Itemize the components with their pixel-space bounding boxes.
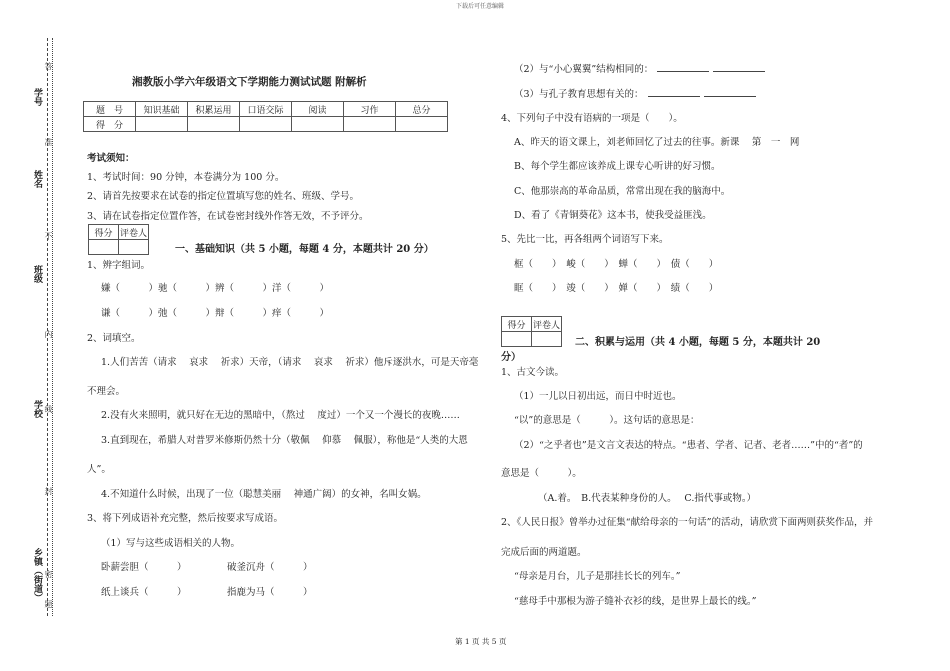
question-row: 嫌（ ）驰（ ）辨（ ）洋（ ） xyxy=(101,283,330,294)
page-title: 湘教版小学六年级语文下学期能力测试试题 附解析 xyxy=(132,76,367,88)
question-text xyxy=(514,86,756,100)
question-text-label: （3）与孔子教育思想有关的： xyxy=(514,89,644,100)
option: B、每个学生都应该养成上课专心听讲的好习惯。 xyxy=(514,161,721,172)
binding-mark: 答 xyxy=(44,62,53,70)
question-text: （2）“之乎者也”是文言文表达的特点。“患者、学者、记者、老者……”中的“者”的 xyxy=(514,440,863,451)
question-text: （1）写与这些成语相关的人物。 xyxy=(101,538,241,549)
score-cell[interactable] xyxy=(240,117,292,132)
grader-cell[interactable] xyxy=(532,332,562,347)
question-row: 谦（ ）弛（ ）辩（ ）痒（ ） xyxy=(101,308,330,319)
score-cell[interactable] xyxy=(188,117,240,132)
question-options: （A.着。 B.代表某种身份的人。 C.指代事或物。） xyxy=(538,493,757,504)
score-header: 口语交际 xyxy=(240,102,292,117)
binding-mark: 不 xyxy=(44,232,53,240)
score-cell[interactable] xyxy=(292,117,344,132)
question: 4、下列句子中没有语病的一项是（ ）。 xyxy=(501,113,683,124)
header-note: 下载后可任意编辑 xyxy=(456,3,505,10)
option: C、他那崇高的革命品质，常常出现在我的脑海中。 xyxy=(514,186,731,197)
question-row: 破釜沉舟（ ） xyxy=(227,562,313,573)
question-text: 3.直到现在，希腊人对普罗米修斯仍然十分（敬佩 仰慕 佩服），称他是“人类的大恩 xyxy=(101,435,468,446)
question: 2、词填空。 xyxy=(87,333,141,344)
question-text: 不理会。 xyxy=(87,386,126,397)
question-text: 1.人们苦苦（请求 哀求 祈求）天帝，（请求 哀求 祈求）他斥逐洪水，可是天帝毫 xyxy=(101,357,479,368)
grader-score-label: 得分 xyxy=(89,225,119,240)
question-row: 眶（ ） 竣（ ） 婵（ ） 绩（ ） xyxy=(514,283,719,294)
instructions-heading: 考试须知： xyxy=(87,153,135,164)
score-header: 习作 xyxy=(344,102,396,117)
question-row: 框（ ） 峻（ ） 蝉（ ） 债（ ） xyxy=(514,259,719,270)
section2-title: 二、积累与运用（共 4 小题，每题 5 分，本题共计 20 xyxy=(575,337,821,348)
score-header: 题 号 xyxy=(84,102,136,117)
question-text: 人”。 xyxy=(87,464,111,475)
question-text: （1）一儿以日初出远，而日中时近也。 xyxy=(514,391,682,402)
grader-table-2 xyxy=(501,316,562,347)
binding-line-inner xyxy=(52,38,53,616)
answer-blank[interactable] xyxy=(713,63,765,72)
section2-title-cont: 分） xyxy=(501,352,521,363)
score-header: 阅读 xyxy=(292,102,344,117)
binding-mark: 题 xyxy=(44,600,53,608)
grader-cell[interactable] xyxy=(119,240,149,255)
score-cell[interactable] xyxy=(344,117,396,132)
question: 2、《人民日报》曾举办过征集“献给母亲的一句话”的活动，请欣赏下面两则获奖作品，并 xyxy=(501,517,874,528)
score-cell[interactable] xyxy=(396,117,448,132)
question-text: “以”的意思是（ ）。这句话的意思是： xyxy=(514,415,700,426)
question-text-label: （2）与“小心翼翼”结构相同的： xyxy=(514,64,654,75)
binding-mark: 密 xyxy=(44,570,53,578)
score-header: 总分 xyxy=(396,102,448,117)
instruction-item: 3、请在试卷指定位置作答，在试卷密封线外作答无效，不予评分。 xyxy=(87,211,369,222)
quote: “慈母手中那根为游子缝补衣衫的线，是世界上最长的线。” xyxy=(514,596,757,607)
binding-mark: 内 xyxy=(44,330,53,338)
page-footer: 第 1 页 共 5 页 xyxy=(455,637,507,646)
quote: “母亲是月台，儿子是那挂长长的列车。” xyxy=(514,571,681,582)
grader-table-1 xyxy=(88,224,149,255)
answer-blank[interactable] xyxy=(704,88,756,97)
question: 1、古文今读。 xyxy=(501,367,565,378)
score-cell[interactable] xyxy=(136,117,188,132)
question-text: 意思是（ ）。 xyxy=(501,468,582,479)
binding-label-township: 乡镇（街道） xyxy=(32,548,42,602)
question-text: 4.不知道什么时候，出现了一位（聪慧美丽 神通广阔）的女神，名叫女娲。 xyxy=(101,489,427,500)
grader-score-cell[interactable] xyxy=(502,332,532,347)
binding-label-name: 姓名 xyxy=(32,170,42,188)
question-text: 2.没有火来照明，就只好在无边的黑暗中，（熬过 度过）一个又一个漫长的夜晚…… xyxy=(101,410,460,421)
question-row: 纸上谈兵（ ） xyxy=(101,587,187,598)
option: D、看了《青铜葵花》这本书，使我受益匪浅。 xyxy=(514,210,712,221)
grader-score-cell[interactable] xyxy=(89,240,119,255)
instruction-item: 2、请首先按要求在试卷的指定位置填写您的姓名、班级、学号。 xyxy=(87,191,360,202)
grader-score-label: 得分 xyxy=(502,317,532,332)
binding-label-class: 班级 xyxy=(32,265,42,283)
instruction-item: 1、考试时间：90 分钟，本卷满分为 100 分。 xyxy=(87,172,285,183)
grader-label: 评卷人 xyxy=(119,225,149,240)
score-table xyxy=(83,101,448,132)
binding-line xyxy=(47,38,48,616)
section1-title: 一、基础知识（共 5 小题，每题 4 分，本题共计 20 分） xyxy=(175,244,434,255)
binding-mark: 准 xyxy=(44,138,53,146)
grader-label: 评卷人 xyxy=(532,317,562,332)
score-header: 知识基础 xyxy=(136,102,188,117)
question: 3、将下列成语补充完整，然后按要求写成语。 xyxy=(87,513,284,524)
score-header: 积累运用 xyxy=(188,102,240,117)
question-row: 指鹿为马（ ） xyxy=(227,587,313,598)
binding-label-student-id: 学号 xyxy=(32,88,42,106)
question-row: 卧薪尝胆（ ） xyxy=(101,562,187,573)
score-row-label: 得 分 xyxy=(84,117,136,132)
question: 1、辨字组词。 xyxy=(87,260,151,271)
binding-mark: 封 xyxy=(44,487,53,495)
binding-mark: 线 xyxy=(44,405,53,413)
question-text: 完成后面的两道题。 xyxy=(501,547,587,558)
question: 5、先比一比，再各组两个词语写下来。 xyxy=(501,234,669,245)
option: A、昨天的语文课上，刘老师回忆了过去的往事。新课 第 一 网 xyxy=(514,137,800,148)
question-text xyxy=(514,61,765,75)
answer-blank[interactable] xyxy=(657,63,709,72)
answer-blank[interactable] xyxy=(648,88,700,97)
binding-label-school: 学校 xyxy=(32,400,42,418)
